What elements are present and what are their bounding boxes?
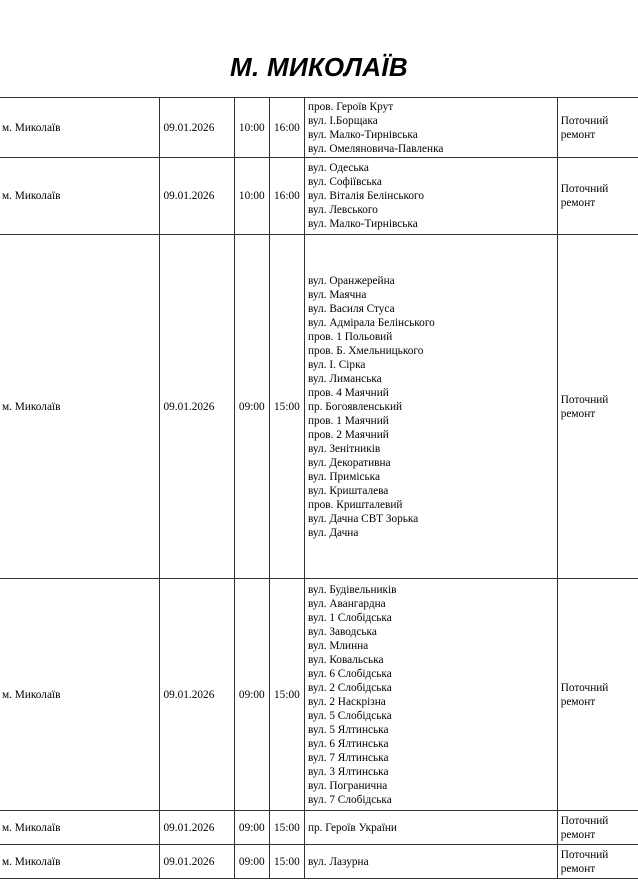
outage-table (0, 97, 638, 879)
street-item: вул. 2 Слобідська (307, 681, 392, 694)
date-cell: 09.01.2026 (159, 811, 234, 845)
street-item: пров. Кришталевий (307, 498, 403, 511)
street-item: вул. Лиманська (307, 372, 382, 385)
city-cell: м. Миколаїв (0, 158, 159, 235)
end-time-cell: 15:00 (269, 845, 304, 879)
streets-cell (304, 579, 557, 811)
street-item: вул. Декоративна (307, 456, 391, 469)
street-item: вул. Василя Стуса (307, 302, 395, 315)
street-item: вул. Лазурна (307, 855, 369, 868)
table-row (0, 98, 638, 158)
street-item: вул. Адмірала Белінського (307, 316, 435, 329)
start-time-cell: 09:00 (234, 235, 269, 579)
table-row (0, 235, 638, 579)
street-item: вул. Будівельників (307, 583, 397, 596)
city-cell: м. Миколаїв (0, 235, 159, 579)
street-item: вул. Ковальська (307, 653, 384, 666)
street-item: пр. Богоявленський (307, 400, 403, 413)
end-time-cell: 15:00 (269, 579, 304, 811)
city-cell: м. Миколаїв (0, 98, 159, 158)
street-item: вул. Одеська (307, 162, 369, 174)
street-item: вул. 6 Ялтинська (307, 737, 389, 750)
street-item: вул. Зенітників (307, 442, 381, 455)
street-item: вул. Софіївська (307, 176, 382, 188)
street-item: пр. Героїв України (307, 821, 397, 834)
street-list (308, 821, 555, 835)
end-time-cell: 16:00 (269, 158, 304, 235)
street-item: вул. 5 Слобідська (307, 709, 392, 722)
end-time-cell: 15:00 (269, 235, 304, 579)
street-item: вул. Млинна (307, 639, 369, 652)
street-item: вул. 7 Ялтинська (307, 751, 389, 764)
streets-cell (304, 845, 557, 879)
work-type-cell: Поточний ремонт (557, 158, 638, 235)
work-type-cell: Поточний ремонт (557, 98, 638, 158)
street-list (308, 274, 555, 540)
date-cell: 09.01.2026 (159, 579, 234, 811)
street-item: вул. І. Сірка (307, 358, 366, 371)
street-item: вул. 7 Слобідська (307, 793, 392, 806)
date-cell: 09.01.2026 (159, 158, 234, 235)
street-item: пров. 4 Маячний (307, 386, 389, 399)
street-list (308, 100, 555, 156)
streets-cell (304, 158, 557, 235)
street-item: вул. Погранична (307, 779, 388, 792)
street-item: вул. Омеляновича-Павленка (307, 142, 444, 155)
street-item: вул. Малко-Тирнівська (307, 128, 418, 141)
street-item: вул. Віталія Белінського (307, 190, 425, 202)
street-list (308, 855, 555, 869)
start-time-cell: 10:00 (234, 98, 269, 158)
table-row (0, 158, 638, 235)
street-item: вул. Авангардна (307, 597, 386, 610)
start-time-cell: 09:00 (234, 811, 269, 845)
outage-table-body (0, 98, 638, 879)
street-item: пров. 1 Маячний (307, 414, 389, 427)
page-title: М. МИКОЛАЇВ (230, 52, 408, 82)
city-cell: м. Миколаїв (0, 579, 159, 811)
date-cell: 09.01.2026 (159, 235, 234, 579)
street-item: пров. Героїв Крут (307, 100, 394, 113)
table-row (0, 579, 638, 811)
street-item: вул. Заводська (307, 625, 377, 638)
street-item: вул. Кришталева (307, 484, 389, 497)
work-type-cell: Поточний ремонт (557, 579, 638, 811)
start-time-cell: 09:00 (234, 845, 269, 879)
streets-cell (304, 235, 557, 579)
street-item: пров. 1 Польовий (307, 330, 393, 343)
street-item: вул. Дачна (307, 526, 359, 539)
street-item: вул. 1 Слобідська (307, 611, 392, 624)
streets-cell (304, 98, 557, 158)
end-time-cell: 15:00 (269, 811, 304, 845)
work-type-cell: Поточний ремонт (557, 811, 638, 845)
street-item: вул. Приміська (307, 470, 380, 483)
city-cell: м. Миколаїв (0, 811, 159, 845)
date-cell: 09.01.2026 (159, 98, 234, 158)
street-item: вул. 3 Ялтинська (307, 765, 389, 778)
street-item: вул. Дачна СВТ Зорька (307, 512, 419, 525)
street-item: вул. 6 Слобідська (307, 667, 392, 680)
street-list (308, 583, 555, 807)
start-time-cell: 10:00 (234, 158, 269, 235)
street-item: вул. І.Борщака (307, 114, 378, 127)
date-cell: 09.01.2026 (159, 845, 234, 879)
city-cell: м. Миколаїв (0, 845, 159, 879)
start-time-cell: 09:00 (234, 579, 269, 811)
streets-cell (304, 811, 557, 845)
work-type-cell: Поточний ремонт (557, 845, 638, 879)
street-item: вул. Оранжерейна (307, 274, 395, 287)
table-row (0, 845, 638, 879)
street-item: вул. 2 Наскрізна (307, 695, 386, 708)
street-item: пров. Б. Хмельницького (307, 344, 424, 357)
street-list (308, 161, 555, 231)
street-item: вул. Маячна (307, 288, 367, 301)
street-item: пров. 2 Маячний (307, 428, 389, 441)
street-item: вул. Малко-Тирнівська (307, 218, 418, 230)
end-time-cell: 16:00 (269, 98, 304, 158)
street-item: вул. 5 Ялтинська (307, 723, 389, 736)
work-type-cell: Поточний ремонт (557, 235, 638, 579)
table-row (0, 811, 638, 845)
street-item: вул. Левського (307, 204, 378, 216)
